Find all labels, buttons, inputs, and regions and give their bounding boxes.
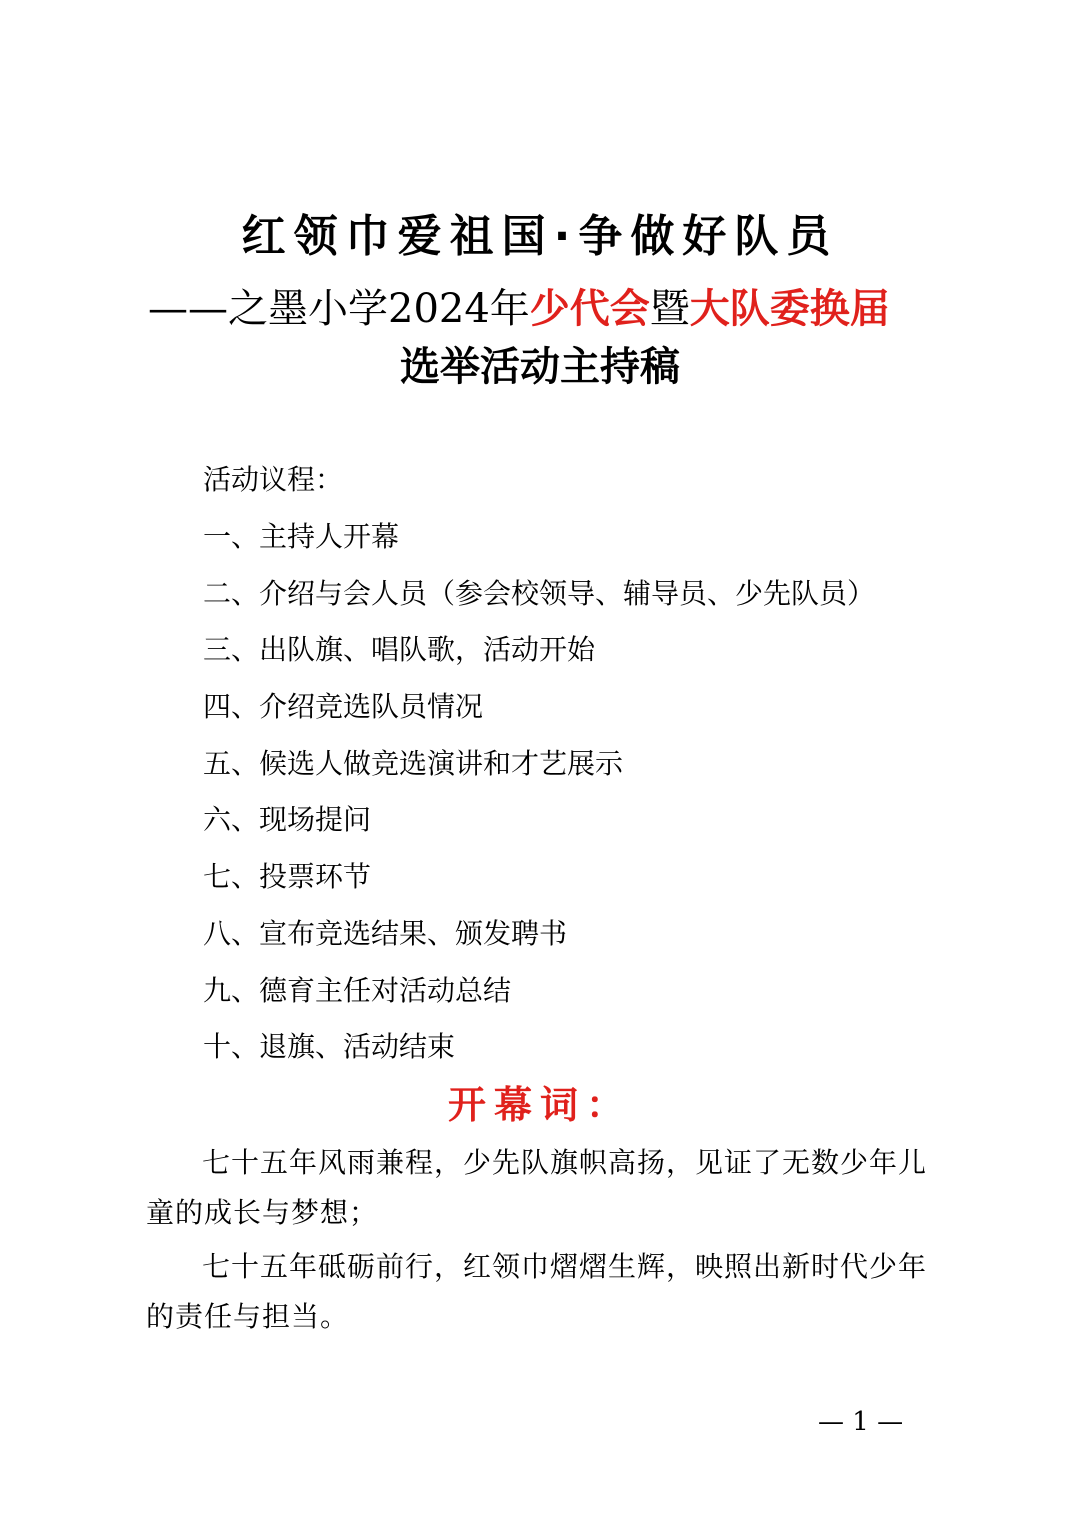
- document-subtitle-line2: 选举活动主持稿: [400, 343, 680, 390]
- document-title: 红领巾爱祖国·争做好队员: [241, 211, 839, 262]
- agenda-item: 三、出队旗、唱队歌，活动开始: [203, 633, 596, 667]
- agenda-item: 五、候选人做竞选演讲和才艺展示: [203, 746, 624, 780]
- agenda-item: 七、投票环节: [203, 860, 372, 894]
- agenda-section: [203, 460, 963, 1084]
- agenda-item: 四、介绍竞选队员情况: [203, 690, 484, 724]
- page-number: — 1 —: [818, 1407, 904, 1437]
- agenda-heading: 活动议程：: [203, 463, 344, 496]
- opening-heading: 开幕词：: [447, 1083, 632, 1127]
- subtitle-connector: 暨: [649, 286, 690, 332]
- opening-paragraph: 七十五年砥砺前行，红领巾熠熠生辉，映照出新时代少年的责任与担当。: [146, 1250, 928, 1333]
- agenda-item: 一、主持人开幕: [203, 520, 400, 553]
- agenda-item: 六、现场提问: [203, 803, 372, 837]
- subtitle-highlight-congress: 少代会: [529, 286, 650, 332]
- subtitle-school-year: ——之墨小学2024年: [148, 286, 530, 332]
- agenda-item: 二、介绍与会人员（参会校领导、辅导员、少先队员）: [203, 576, 876, 610]
- agenda-item: 八、宣布竞选结果、颁发聘书: [203, 916, 568, 950]
- agenda-item: 九、德育主任对活动总结: [203, 973, 512, 1007]
- document-subtitle: [148, 282, 948, 336]
- agenda-item: 十、退旗、活动结束: [203, 1030, 456, 1064]
- opening-paragraph: 七十五年风雨兼程，少先队旗帜高扬，见证了无数少年儿童的成长与梦想；: [146, 1146, 928, 1229]
- subtitle-highlight-election: 大队委换届: [689, 286, 890, 332]
